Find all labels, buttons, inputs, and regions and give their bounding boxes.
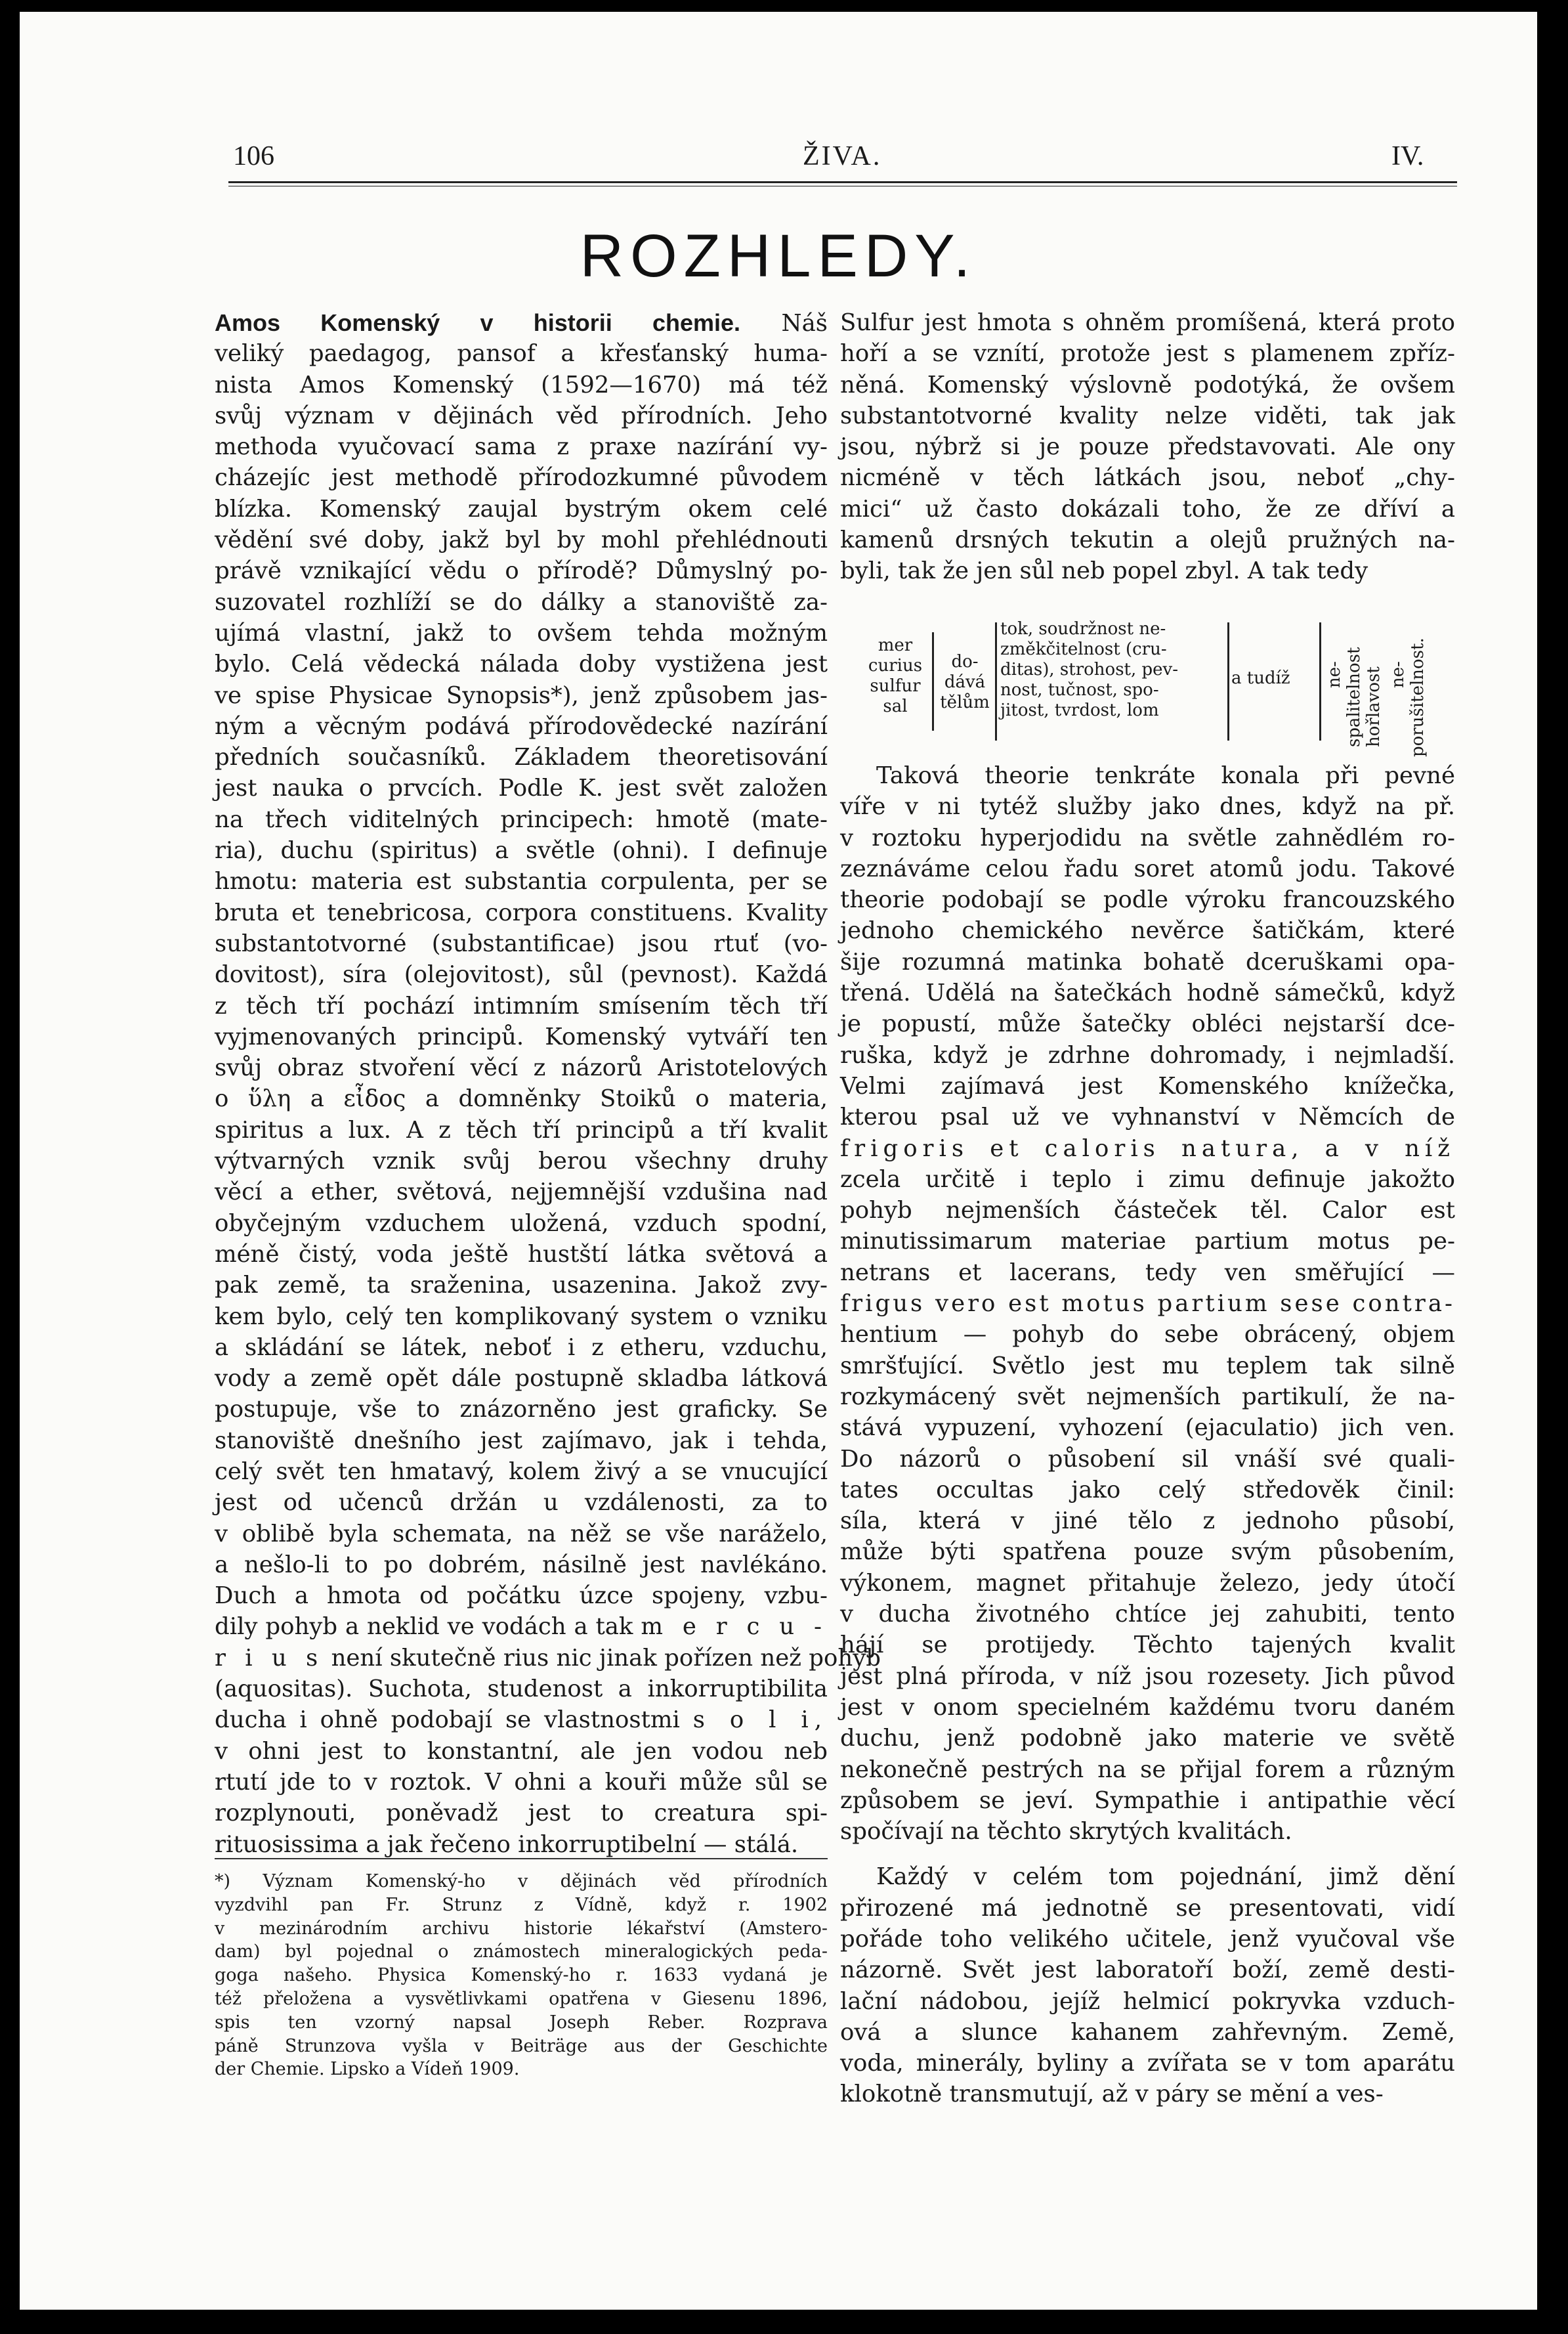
schema-quality: tok, soudržnost ne- xyxy=(1000,619,1166,639)
text-line: substantotvorné kvality nelze viděti, tak jak xyxy=(840,402,1455,429)
text-line: ným a věcným podává přírodovědecké nazírání xyxy=(215,712,828,740)
text-line: suzovatel rozhlíží se do dálky a stanoviště za- xyxy=(215,588,828,616)
text-line: rozplynouti, poněvadž jest to creatura spi- xyxy=(215,1800,828,1827)
schema-result: a tudíž xyxy=(1231,668,1290,688)
text-line: svůj význam v dějinách věd přírodních. Jeho xyxy=(215,402,828,429)
text-line: ová a slunce kahanem zahřevným. Země, xyxy=(840,2018,1455,2046)
text-line: theorie podobají se podle výroku francouzského xyxy=(840,886,1455,914)
schema-substance: mer xyxy=(878,636,913,655)
text-line: netrans et lacerans, tedy ven směřující — xyxy=(840,1259,1455,1286)
text-line: vody a země opět dále postupně skladba látková xyxy=(215,1365,828,1393)
text-line: výkonem, magnet přitahuje železo, jedy útočí xyxy=(840,1569,1455,1597)
schema-brace-1 xyxy=(932,632,934,731)
text-line xyxy=(215,1704,828,1735)
text-line: methoda vyučovací sama z praxe nazírání vy- xyxy=(215,433,828,461)
text-line: může býti spatřena pouze svým působením, xyxy=(840,1538,1455,1566)
text-line-footnote: v mezinárodním archivu historie lékařství (Amstero- xyxy=(215,1918,828,1939)
header-rule xyxy=(228,181,1457,183)
text-line-footnote: dam) byl pojednal o známostech mineralogických peda- xyxy=(215,1941,828,1962)
text-line: ruška, když je zdrhne dohromady, i nejmladší. xyxy=(840,1041,1455,1069)
text-line: v oblibě byla schemata, na něž se vše naráželo, xyxy=(215,1520,828,1547)
text-fragment: ducha i ohně podobají se vlastnostmi xyxy=(215,1706,680,1734)
column-left xyxy=(215,307,881,1860)
text-line: způsobem se jeví. Sympathie i antipathie věcí xyxy=(840,1786,1455,1814)
text-line: vyjmenovaných principů. Komenský vytváří ten xyxy=(215,1023,828,1050)
spaced-word: m e r c u - xyxy=(641,1613,828,1641)
text-line: a nešlo-li to po dobrém, násilně jest navlékáno. xyxy=(215,1551,828,1578)
text-line: přirozené má jednotně se presentovati, vidí xyxy=(840,1894,1455,1922)
text-line-footnote: der Chemie. Lipsko a Vídeň 1909. xyxy=(215,2059,520,2080)
text-line: jednoho chemického nevěrce šatičkám, které xyxy=(840,917,1455,945)
schema-verb-part: dává xyxy=(944,672,986,692)
text-line: ria), duchu (spiritus) a světle (ohni). I definuje xyxy=(215,837,828,865)
text-line: rituosissima a jak řečeno inkorruptibelní — stálá. xyxy=(215,1830,799,1858)
text-line: ve spise Physicae Synopsis*), jenž způsobem jas- xyxy=(215,681,828,709)
text-line: (aquositas). Suchota, studenost a inkorruptibilita xyxy=(215,1675,828,1703)
schema-quality: jitost, tvrdost, lom xyxy=(1000,701,1159,720)
text-line: bruta et tenebricosa, corpora constituens. Kvality xyxy=(215,899,828,926)
footnote-rule xyxy=(215,1858,828,1859)
text-line: dovitost), síra (olejovitost), sůl (pevnost). Každá xyxy=(215,961,828,989)
text-line: zeznáváme celou řadu soret atomů jodu. Takové xyxy=(840,855,1455,882)
journal-title: ŽIVA. xyxy=(803,141,882,171)
text-line xyxy=(215,1611,828,1642)
text-line: v roztoku hyperjodidu na světle zahnědlém ro- xyxy=(840,824,1455,852)
schema-substance: curius xyxy=(868,656,923,676)
text-line: stává vypuzení, vyhození (ejaculatio) jich ven. xyxy=(840,1414,1455,1442)
text-line: pořáde toho velikého učitele, jenž vyučoval vše xyxy=(840,1925,1455,1953)
text-line-footnote: spis ten vzorný napsal Joseph Reber. Rozprava xyxy=(215,2012,828,2033)
article-heading: Amos Komenský v historii chemie. xyxy=(215,309,741,336)
schema-v3: hořlavost xyxy=(1364,666,1384,747)
text-line: výtvarných vznik svůj berou všechny druhy xyxy=(215,1148,828,1175)
text-line: jest v onom specielném každému tvoru daném xyxy=(840,1693,1455,1721)
spaced-word: r i u s xyxy=(215,1644,324,1672)
text-line-footnote: páně Strunzova vyšla v Beiträge aus der Geschichte xyxy=(215,2035,828,2056)
text-line: víře v ni tytéž služby jako dnes, když na př. xyxy=(840,793,1455,821)
schema-quality: ditas), strohost, pev- xyxy=(1000,660,1179,680)
text-line: substantotvorné (substantificae) jsou rtuť (vo- xyxy=(215,930,828,957)
text-line: bylo. Celá vědecká nálada doby vystižena jest xyxy=(215,651,828,678)
text-line: svůj obraz stvoření věcí z názorů Aristotelových xyxy=(215,1054,828,1082)
text-line: věcí a ether, světová, nejjemnější vzdušina nad xyxy=(215,1178,828,1206)
footnote xyxy=(215,1870,828,2081)
text-line: Každý v celém tom pojednání, jimž dění xyxy=(876,1863,1455,1891)
text-line: stanoviště dnešního jest zajímavo, jak i tehda, xyxy=(215,1427,828,1454)
schema-v1: ne- xyxy=(1324,661,1344,688)
text-line: o ὕλη a εἶδος a domněnky Stoiků o materia, xyxy=(215,1085,828,1113)
section-title: ROZHLEDY. xyxy=(580,223,977,290)
schema-substances xyxy=(862,636,928,717)
schema-verb xyxy=(939,652,991,713)
text-line: lační nádobou, jejíž helmicí pokryvka vzduch- xyxy=(840,1987,1455,2015)
text-line xyxy=(215,1643,881,1674)
text-line: kem bylo, celý ten komplikovaný system o vzniku xyxy=(215,1303,828,1330)
text-line: pak země, ta sraženina, usazenina. Jakož zvy- xyxy=(215,1272,828,1299)
text-line: rozkymácený svět nejmenších partikulí, že na- xyxy=(840,1383,1455,1410)
text-line: třená. Udělá na šatečkách hodně sámečků, když xyxy=(840,980,1455,1007)
text-line: pohyb nejmenších částeček těl. Calor est xyxy=(840,1197,1455,1224)
text-line: frigus vero est motus partium sese contra- xyxy=(840,1290,1455,1318)
text-line: duchu, jenž podobně jako materie ve světě xyxy=(840,1725,1455,1752)
text-line: smršťující. Světlo jest mu teplem tak silně xyxy=(840,1352,1455,1379)
text-fragment: rius nic jinak pořízen než pohyb xyxy=(503,1644,881,1672)
text-line: byli, tak že jen sůl neb popel zbyl. A tak tedy xyxy=(840,557,1368,585)
page-number: 106 xyxy=(233,141,274,171)
text-line: šije rozumná matinka bohatě dceruškami opa- xyxy=(840,948,1455,976)
text-line: nekonečně pestrých na se přijal forem a různým xyxy=(840,1756,1455,1783)
schema-v5: porušitelnost. xyxy=(1408,638,1428,757)
schema-qualities xyxy=(1000,619,1223,721)
text-line: síla, která v jiné tělo z jednoho působí, xyxy=(840,1507,1455,1535)
text-fragment: není skutečně xyxy=(331,1644,496,1672)
text-line-footnote: goga našeho. Physica Komenský-ho r. 1633 vydaná je xyxy=(215,1965,828,1986)
text-line: mici“ už často dokázali toho, že ze dříví a xyxy=(840,495,1455,523)
text-line: veliký paedagog, pansof a křesťanský huma- xyxy=(215,340,828,368)
text-line: Velmi zajímavá jest Komenského knížečka, xyxy=(840,1072,1455,1100)
text-line: nicméně v těch látkách jsou, neboť „chy- xyxy=(840,464,1455,492)
column-right-bottom xyxy=(840,760,1455,2110)
schema-quality: nost, tučnost, spo- xyxy=(1000,680,1159,700)
elements-schema xyxy=(840,619,1455,757)
text-line: hmotu: materia est substantia corpulenta, per se xyxy=(215,868,828,896)
text-line: tates occultas jako celý středověk činil: xyxy=(840,1476,1455,1503)
text-line: minutissimarum materiae partium motus pe- xyxy=(840,1228,1455,1255)
page xyxy=(20,12,1537,2310)
text-line: nista Amos Komenský (1592—1670) má též xyxy=(215,371,828,399)
text-line: v ohni jest to konstantní, ale jen vodou neb xyxy=(215,1737,828,1765)
schema-brace-2 xyxy=(995,622,997,741)
schema-verb-part: do- xyxy=(951,652,979,672)
heading-line xyxy=(215,307,828,338)
text-line: hoří a se vznítí, protože jest s plamenem zpříz- xyxy=(840,340,1455,368)
schema-substance: sulfur xyxy=(870,676,921,696)
text-line: právě vznikající vědu o přírodě? Důmyslný po- xyxy=(215,557,828,585)
schema-brace-3 xyxy=(1227,622,1229,741)
text-line: kamenů drsných tekutin a olejů pružných na- xyxy=(840,527,1455,554)
text-line: něná. Komenský výslovně podotýká, že ovšem xyxy=(840,371,1455,399)
text-line: a skládání se látek, neboť i z etheru, vzduchu, xyxy=(215,1333,828,1361)
text-line: blízka. Komenský zaujal bystrým okem celé xyxy=(215,495,828,523)
text-line: spiritus a lux. A z těch tří principů a tří kvalit xyxy=(215,1116,828,1144)
text-line: postupuje, vše to znázorněno jest graficky. Se xyxy=(215,1396,828,1423)
text-line: jest plná příroda, v níž jsou rozesety. Jich původ xyxy=(840,1662,1455,1690)
schema-v2: spalitelnost xyxy=(1344,647,1364,747)
text-line: hájí se protijedy. Těchto tajených kvalit xyxy=(840,1632,1455,1659)
text-fragment: dily pohyb a neklid ve vodách a tak xyxy=(215,1613,633,1641)
column-right-top xyxy=(840,307,1455,587)
schema-verb-part: tělům xyxy=(940,693,990,712)
heading-line-rest: Náš xyxy=(781,310,828,337)
text-line: celý svět ten hmatavý, kolem živý a se vnucující xyxy=(215,1458,828,1485)
text-line: frigoris et caloris natura, a v níž xyxy=(840,1135,1455,1162)
text-line: v ducha životného chtíce jej zahubiti, tento xyxy=(840,1601,1455,1628)
schema-brace-4 xyxy=(1319,622,1321,741)
spaced-word: s o l i, xyxy=(692,1706,828,1734)
text-line: klokotně transmutují, až v páry se mění a ves- xyxy=(840,2081,1384,2108)
text-line: zcela určitě i teplo i zimu definuje jakožto xyxy=(840,1165,1455,1193)
text-line: voda, minerály, byliny a zvířata se v tom aparátu xyxy=(840,2050,1455,2077)
text-line-footnote: též přeložena a vysvětlivkami opatřena v Giesenu 1896, xyxy=(215,1988,828,2009)
text-line: méně čistý, voda ještě hustští látka světová a xyxy=(215,1240,828,1268)
text-line: je popustí, může šatečky obléci nejstarší dce- xyxy=(840,1010,1455,1038)
schema-v4: ne- xyxy=(1388,661,1408,688)
text-line: jest od učenců držán u vzdálenosti, za to xyxy=(215,1489,828,1517)
text-line: cházejíc jest methodě přírodozkumné původem xyxy=(215,464,828,492)
text-line: jest nauka o prvcích. Podle K. jest svět založen xyxy=(215,775,828,802)
text-line: na třech viditelných principech: hmotě (mate- xyxy=(215,806,828,833)
text-line: hentium — pohyb do sebe obrácený, objem xyxy=(840,1321,1455,1349)
schema-substance: sal xyxy=(883,697,908,716)
text-line: Taková theorie tenkráte konala při pevné xyxy=(876,762,1455,789)
text-line: předních současníků. Základem theoretisování xyxy=(215,744,828,771)
text-line: rtutí jde to v roztok. V ohni a kouři může sůl se xyxy=(215,1768,828,1796)
text-line-footnote: *) Význam Komenský-ho v dějinách věd přírodních xyxy=(215,1871,828,1891)
text-line: spočívají na těchto skrytých kvalitách. xyxy=(840,1818,1292,1846)
schema-quality: změkčitelnost (cru- xyxy=(1000,639,1167,659)
text-line: Sulfur jest hmota s ohněm promíšená, která proto xyxy=(840,309,1455,336)
text-line: z těch tří pochází intimním smísením těch tří xyxy=(215,992,828,1020)
text-line-footnote: vyzdvihl pan Fr. Strunz z Vídně, když r. 1902 xyxy=(215,1894,828,1915)
volume-number: IV. xyxy=(1391,141,1424,171)
text-line: obyčejným vzduchem uložená, vzduch spodní, xyxy=(215,1209,828,1237)
text-line: Do názorů o působení sil vnáší své quali- xyxy=(840,1445,1455,1473)
text-line: kterou psal už ve vyhnanství v Němcích de xyxy=(840,1104,1455,1131)
text-line: jsou, nýbrž si je pouze představovati. Ale ony xyxy=(840,433,1455,461)
text-line: názorně. Svět jest laboratoří boží, země desti- xyxy=(840,1956,1455,1984)
text-line: Duch a hmota od počátku úzce spojeny, vzbu- xyxy=(215,1582,828,1610)
text-line: vědění své doby, jakž byl by mohl přehlédnouti xyxy=(215,527,828,554)
text-line: ujímá vlastní, jakž to ovšem tehda možným xyxy=(215,619,828,647)
